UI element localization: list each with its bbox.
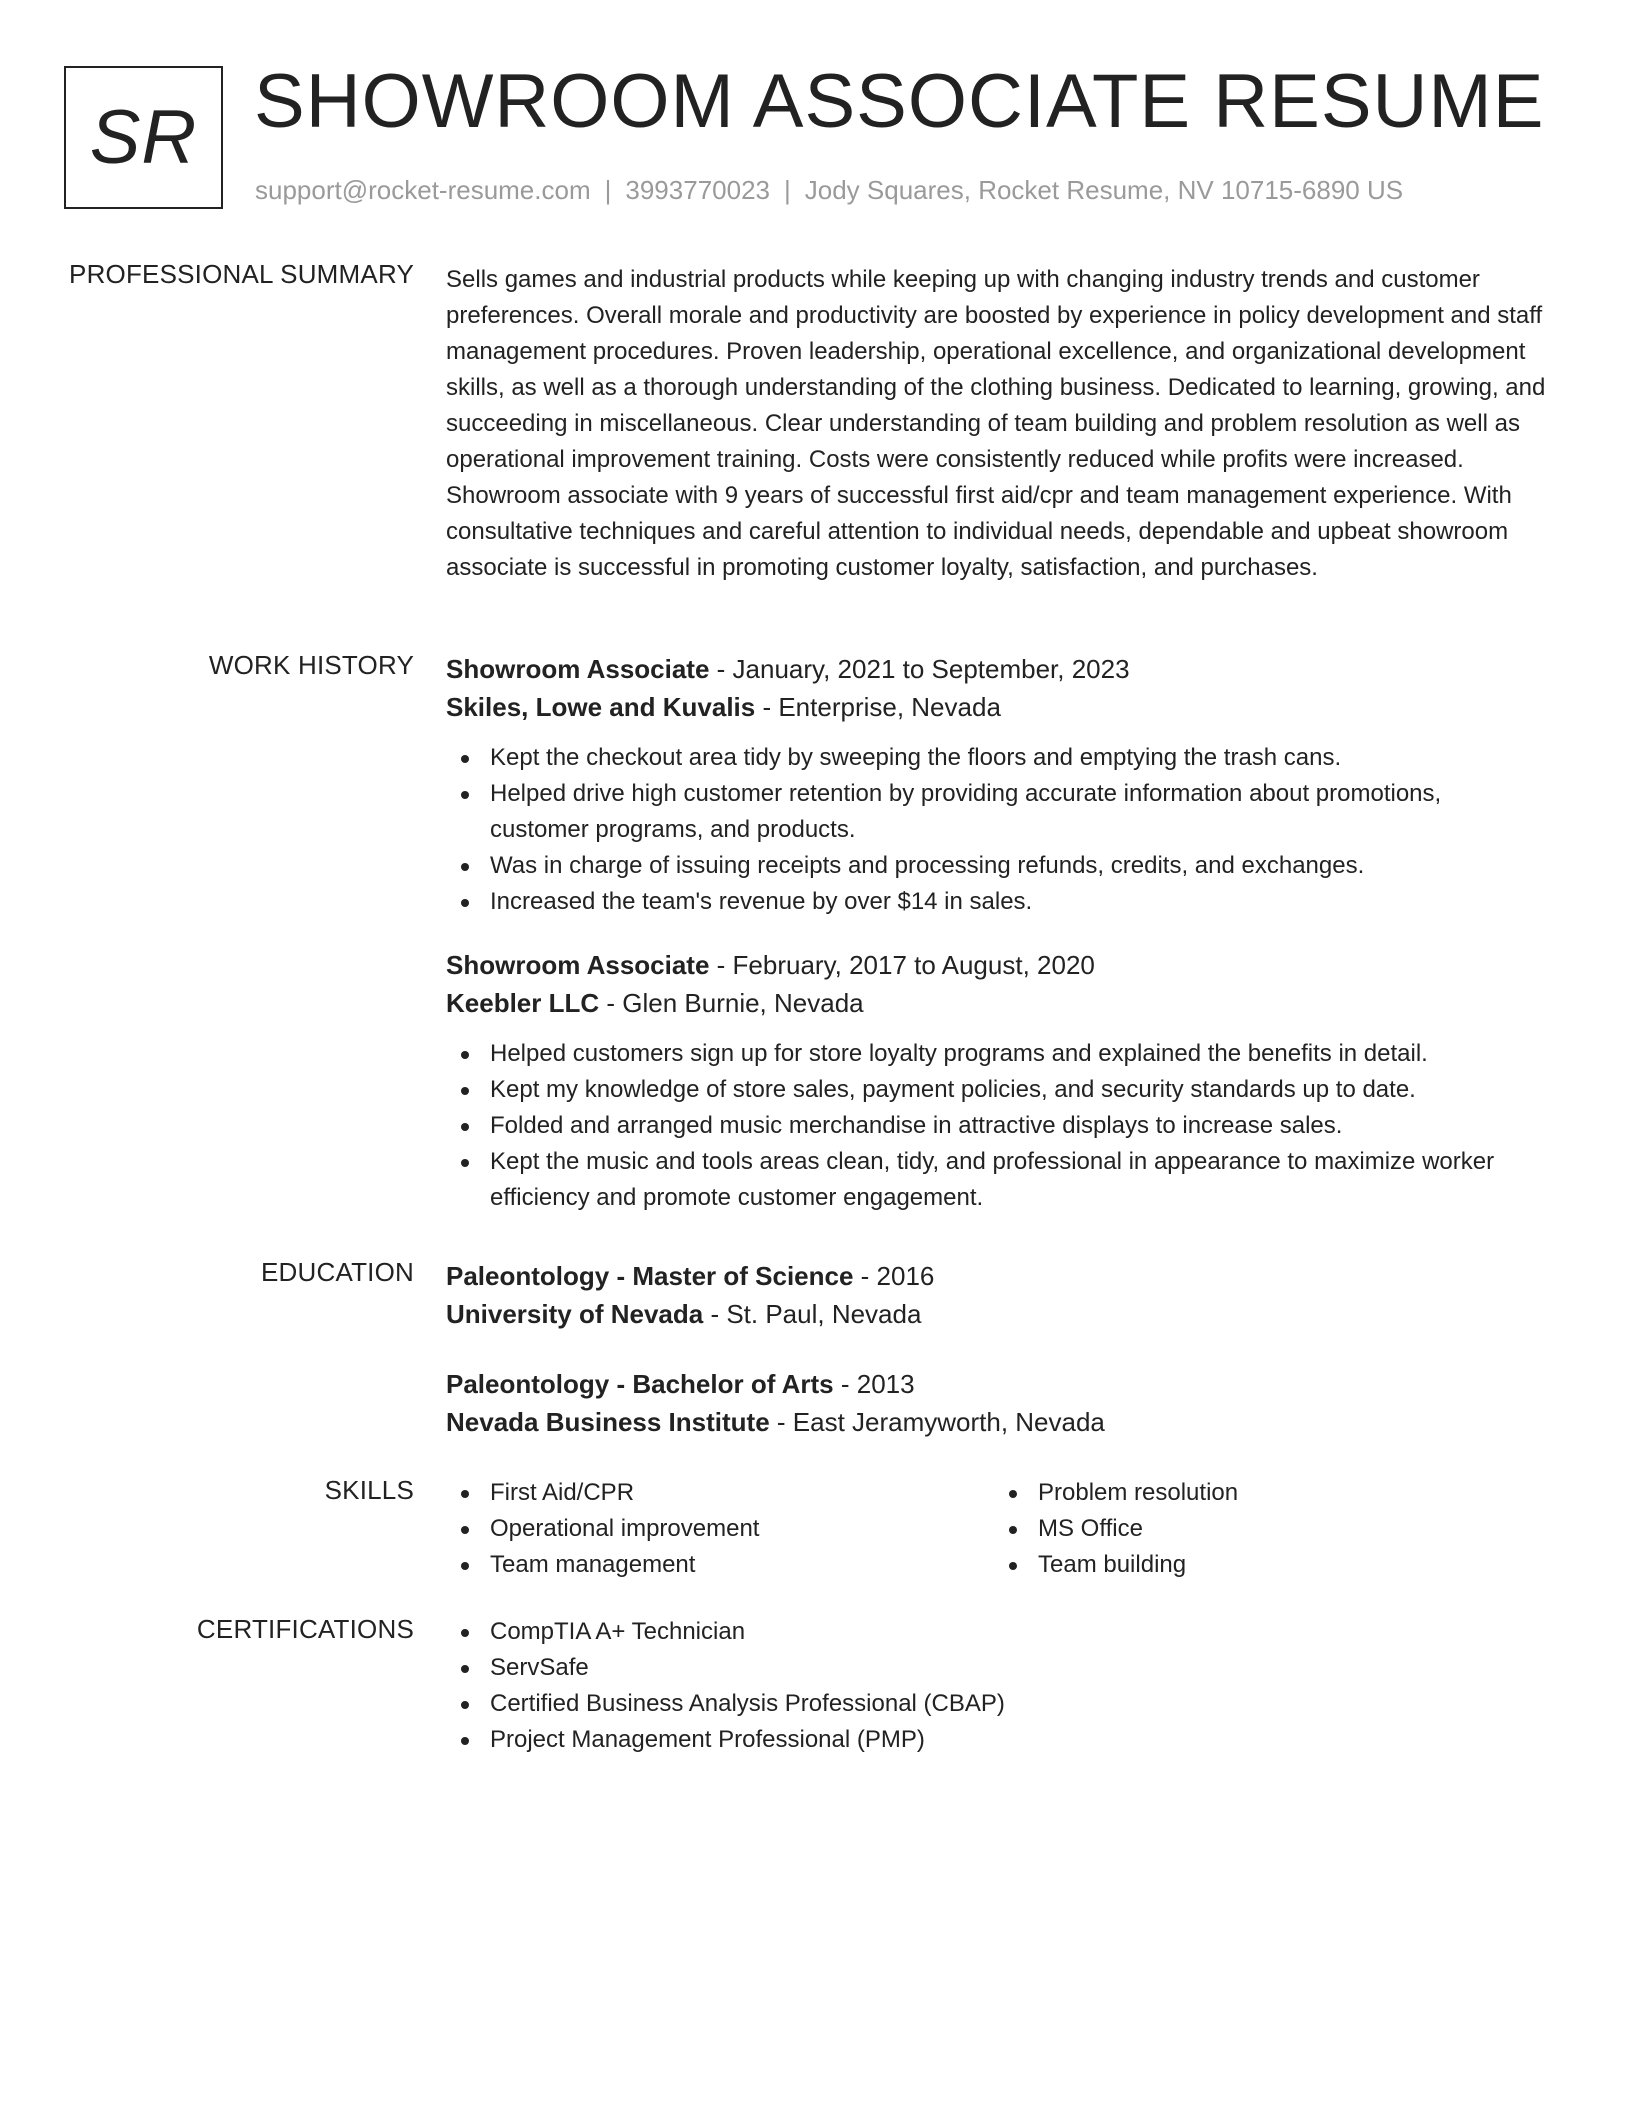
list-item: Kept the music and tools areas clean, tidy, and professional in appearance to maximize worker efficiency and promote customer engagement. xyxy=(446,1144,1546,1216)
job-location: - Glen Burnie, Nevada xyxy=(599,988,864,1018)
list-item: Certified Business Analysis Professional (CBAP) xyxy=(446,1686,1546,1722)
job-location: - Enterprise, Nevada xyxy=(755,692,1001,722)
section-body xyxy=(446,650,1546,1216)
education-location: - East Jeramyworth, Nevada xyxy=(769,1407,1105,1437)
section-label: SKILLS xyxy=(324,1475,414,1505)
list-item: Folded and arranged music merchandise in attractive displays to increase sales. xyxy=(446,1108,1546,1144)
job-entry xyxy=(446,946,1546,1216)
contact-separator: | xyxy=(604,175,612,205)
list-item: Increased the team's revenue by over $14 in sales. xyxy=(446,884,1546,920)
list-item: Kept my knowledge of store sales, payment policies, and security standards up to date. xyxy=(446,1072,1546,1108)
section-label: WORK HISTORY xyxy=(208,650,414,680)
section-body xyxy=(446,262,1546,586)
list-item: Helped drive high customer retention by providing accurate information about promotions, customer programs, and products. xyxy=(446,776,1546,848)
education-degree-line xyxy=(446,1365,1546,1403)
list-item: CompTIA A+ Technician xyxy=(446,1614,1546,1650)
education-school: University of Nevada xyxy=(446,1299,704,1329)
list-item: MS Office xyxy=(994,1511,1542,1547)
monogram-initials: SR xyxy=(89,95,198,180)
list-item: Team building xyxy=(994,1547,1542,1583)
contact-phone[interactable]: 3993770023 xyxy=(625,175,770,205)
section-label: PROFESSIONAL SUMMARY xyxy=(69,259,414,289)
section-body xyxy=(446,1257,1546,1441)
skills-list-left xyxy=(446,1475,994,1583)
section-body xyxy=(446,1614,1546,1758)
job-bullets xyxy=(446,740,1546,920)
list-item: Problem resolution xyxy=(994,1475,1542,1511)
job-company: Keebler LLC xyxy=(446,988,600,1018)
list-item: Team management xyxy=(446,1547,994,1583)
list-item: Helped customers sign up for store loyalty programs and explained the benefits in detail. xyxy=(446,1036,1546,1072)
education-entry xyxy=(446,1257,1546,1333)
education-location: - St. Paul, Nevada xyxy=(703,1299,922,1329)
section-body xyxy=(446,1475,1546,1583)
certifications-list xyxy=(446,1614,1546,1758)
job-title: Showroom Associate xyxy=(446,654,710,684)
education-entry xyxy=(446,1365,1546,1441)
education-school: Nevada Business Institute xyxy=(446,1407,770,1437)
contact-address: Jody Squares, Rocket Resume, NV 10715-6890 US xyxy=(804,175,1404,205)
job-entry xyxy=(446,650,1546,920)
contact-email[interactable]: support@rocket-resume.com xyxy=(255,175,591,205)
list-item: Kept the checkout area tidy by sweeping the floors and emptying the trash cans. xyxy=(446,740,1546,776)
list-item: First Aid/CPR xyxy=(446,1475,994,1511)
list-item: Operational improvement xyxy=(446,1511,994,1547)
list-item: Was in charge of issuing receipts and processing refunds, credits, and exchanges. xyxy=(446,848,1546,884)
list-item: Project Management Professional (PMP) xyxy=(446,1722,1546,1758)
education-degree: Paleontology - Master of Science xyxy=(446,1261,854,1291)
contact-line xyxy=(255,175,1403,206)
job-company-line xyxy=(446,984,1546,1022)
contact-separator: | xyxy=(784,175,791,205)
job-dates: - February, 2017 to August, 2020 xyxy=(709,950,1095,980)
job-bullets xyxy=(446,1036,1546,1216)
job-title-line xyxy=(446,650,1546,688)
job-dates: - January, 2021 to September, 2023 xyxy=(709,654,1130,684)
education-degree: Paleontology - Bachelor of Arts xyxy=(446,1369,834,1399)
job-company: Skiles, Lowe and Kuvalis xyxy=(446,692,756,722)
job-title: Showroom Associate xyxy=(446,950,710,980)
skills-grid xyxy=(446,1475,1546,1583)
education-degree-line xyxy=(446,1257,1546,1295)
summary-text: Sells games and industrial products while keeping up with changing industry trends and customer preferences. Overall morale and productivity are boosted by experience in policy development and staff management procedures. Proven leadership, operational excellence, and organizational development skills, as well as a thorough understanding of the clothing business. Dedicated to learning, growing, and succeeding in miscellaneous. Clear understanding of team building and problem resolution as well as operational improvement training. Costs were consistently reduced while profits were increased. Showroom associate with 9 years of successful first aid/cpr and team management experience. With consultative techniques and careful attention to individual needs, dependable and upbeat showroom associate is successful in promoting customer loyalty, satisfaction, and purchases. xyxy=(446,266,1546,581)
education-year: - 2013 xyxy=(833,1369,915,1399)
job-company-line xyxy=(446,688,1546,726)
job-title-line xyxy=(446,946,1546,984)
education-school-line xyxy=(446,1403,1546,1441)
section-label: EDUCATION xyxy=(261,1257,414,1287)
education-school-line xyxy=(446,1295,1546,1333)
education-year: - 2016 xyxy=(853,1261,935,1291)
monogram-box xyxy=(64,66,223,209)
list-item: ServSafe xyxy=(446,1650,1546,1686)
resume-title: SHOWROOM ASSOCIATE RESUME xyxy=(254,59,1545,144)
section-label: CERTIFICATIONS xyxy=(196,1614,414,1644)
skills-list-right xyxy=(994,1475,1542,1583)
